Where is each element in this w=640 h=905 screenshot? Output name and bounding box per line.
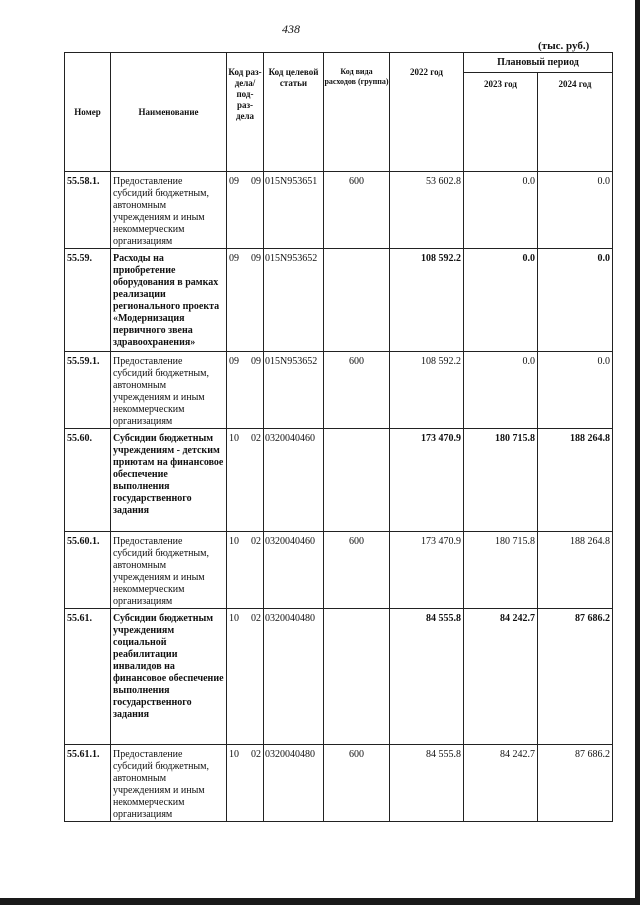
row-subsection: 02	[247, 532, 264, 609]
row-value-2023: 0.0	[464, 352, 538, 429]
row-expense-type	[324, 429, 390, 532]
header-planned-period: Плановый период	[464, 53, 613, 73]
row-subsection: 09	[247, 352, 264, 429]
row-value-2024: 0.0	[538, 352, 613, 429]
row-expense-type: 600	[324, 745, 390, 822]
row-expense-type: 600	[324, 532, 390, 609]
page-number: 438	[282, 22, 300, 36]
table-row	[65, 609, 613, 745]
unit-label: (тыс. руб.)	[538, 40, 590, 52]
row-section: 10	[227, 745, 247, 822]
row-target-code: 015N953652	[264, 352, 324, 429]
header-name: Наименование	[111, 53, 227, 172]
row-section: 09	[227, 172, 247, 249]
row-target-code: 015N953652	[264, 249, 324, 352]
row-value-2024: 87 686.2	[538, 745, 613, 822]
row-number: 55.60.	[65, 429, 111, 532]
row-value-2024: 188 264.8	[538, 532, 613, 609]
row-value-2024: 188 264.8	[538, 429, 613, 532]
row-value-2023: 180 715.8	[464, 429, 538, 532]
scan-edge-bottom	[0, 898, 640, 905]
row-subsection: 09	[247, 172, 264, 249]
row-target-code: 0320040460	[264, 429, 324, 532]
row-value-2024: 0.0	[538, 172, 613, 249]
row-value-2023: 180 715.8	[464, 532, 538, 609]
row-value-2022: 53 602.8	[390, 172, 464, 249]
row-value-2022: 84 555.8	[390, 609, 464, 745]
row-name: Расходы на приобретение оборудования в рамках реализации регионального проекта «Модернизация первичного звена здравоохранения»	[111, 249, 227, 352]
row-name: Предоставление субсидий бюджетным, автономным учреждениям и иным некоммерческим организациям	[111, 172, 227, 249]
row-subsection: 02	[247, 429, 264, 532]
row-name: Предоставление субсидий бюджетным, автономным учреждениям и иным некоммерческим организациям	[111, 532, 227, 609]
row-value-2022: 108 592.2	[390, 249, 464, 352]
row-name: Предоставление субсидий бюджетным, автономным учреждениям и иным некоммерческим организациям	[111, 352, 227, 429]
row-number: 55.59.1.	[65, 352, 111, 429]
row-number: 55.59.	[65, 249, 111, 352]
row-value-2022: 108 592.2	[390, 352, 464, 429]
row-expense-type	[324, 249, 390, 352]
row-subsection: 02	[247, 745, 264, 822]
row-value-2024: 87 686.2	[538, 609, 613, 745]
header-2023: 2023 год	[464, 73, 538, 172]
table-row	[65, 429, 613, 532]
row-target-code: 0320040480	[264, 745, 324, 822]
row-target-code: 0320040480	[264, 609, 324, 745]
row-section: 10	[227, 429, 247, 532]
row-value-2024: 0.0	[538, 249, 613, 352]
table-row	[65, 352, 613, 429]
header-2024: 2024 год	[538, 73, 613, 172]
row-value-2023: 84 242.7	[464, 609, 538, 745]
header-target: Код целевой статьи	[264, 53, 324, 172]
row-subsection: 09	[247, 249, 264, 352]
row-value-2023: 0.0	[464, 172, 538, 249]
row-number: 55.61.1.	[65, 745, 111, 822]
row-number: 55.58.1.	[65, 172, 111, 249]
row-expense-type	[324, 609, 390, 745]
header-number: Номер	[65, 53, 111, 172]
header-section: Код раз- дела/ под- раз- дела	[227, 53, 264, 172]
header-2022: 2022 год	[390, 53, 464, 172]
row-value-2023: 0.0	[464, 249, 538, 352]
row-value-2023: 84 242.7	[464, 745, 538, 822]
header-type: Код вида расходов (группа)	[324, 53, 390, 172]
row-number: 55.60.1.	[65, 532, 111, 609]
table-row	[65, 172, 613, 249]
row-value-2022: 173 470.9	[390, 532, 464, 609]
row-expense-type: 600	[324, 352, 390, 429]
row-number: 55.61.	[65, 609, 111, 745]
row-section: 09	[227, 249, 247, 352]
row-name: Субсидии бюджетным учреждениям - детским приютам на финансовое обеспечение выполнения государственного задания	[111, 429, 227, 532]
table-row	[65, 249, 613, 352]
row-name: Субсидии бюджетным учреждениям социальной реабилитации инвалидов на финансовое обеспечение выполнения государственного задания	[111, 609, 227, 745]
row-expense-type: 600	[324, 172, 390, 249]
table-row	[65, 532, 613, 609]
row-section: 10	[227, 532, 247, 609]
row-name: Предоставление субсидий бюджетным, автономным учреждениям и иным некоммерческим организациям	[111, 745, 227, 822]
row-value-2022: 173 470.9	[390, 429, 464, 532]
row-target-code: 0320040460	[264, 532, 324, 609]
row-target-code: 015N953651	[264, 172, 324, 249]
row-section: 10	[227, 609, 247, 745]
budget-table	[64, 52, 613, 822]
row-subsection: 02	[247, 609, 264, 745]
row-value-2022: 84 555.8	[390, 745, 464, 822]
table-row	[65, 745, 613, 822]
scan-edge-right	[635, 0, 640, 905]
row-section: 09	[227, 352, 247, 429]
